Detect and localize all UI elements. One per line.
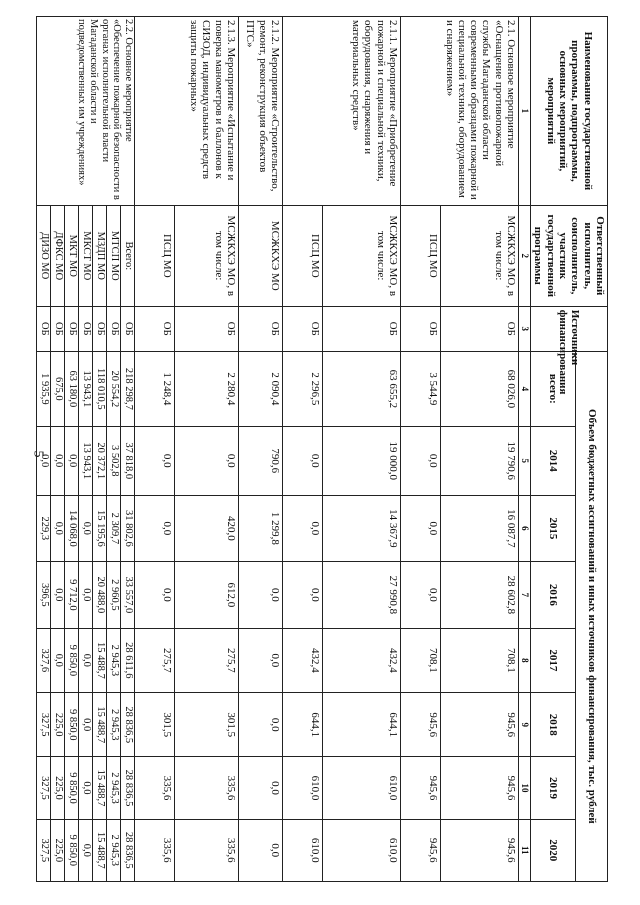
row-value: 335,6 xyxy=(135,757,175,819)
row-value: 420,0 xyxy=(175,495,239,562)
row-source: ОБ xyxy=(107,306,121,351)
row-source: ОБ xyxy=(51,306,65,351)
row-value: 20 488,0 xyxy=(93,562,107,629)
row-value: 0,0 xyxy=(283,495,323,562)
row-value: 28 836,5 xyxy=(121,819,135,881)
group-name: 2.2. Основное мероприятие «Обеспечение пожарной безопасности в органах исполнительной власти Магаданской области и подведомственных им учреждениях» xyxy=(37,17,135,206)
row-value: 225,0 xyxy=(51,819,65,881)
row-value: 28 836,5 xyxy=(121,693,135,757)
row-value: 708,1 xyxy=(401,628,441,692)
row-value: 2 960,5 xyxy=(107,562,121,629)
row-value: 0,0 xyxy=(37,426,51,495)
row-value: 218 298,7 xyxy=(121,351,135,426)
row-value: 225,0 xyxy=(51,757,65,819)
row-source: ОБ xyxy=(323,306,401,351)
row-value: 0,0 xyxy=(79,819,93,881)
row-source: ОБ xyxy=(401,306,441,351)
column-number: 6 xyxy=(519,495,531,562)
row-value: 610,0 xyxy=(283,757,323,819)
row-value: 28 602,8 xyxy=(441,562,519,629)
row-value: 396,5 xyxy=(37,562,51,629)
table-row xyxy=(441,17,519,882)
row-executor: МЗДП МО xyxy=(93,205,107,306)
budget-table-container xyxy=(39,16,608,882)
column-number: 8 xyxy=(519,628,531,692)
row-value: 327,5 xyxy=(37,819,51,881)
row-value: 0,0 xyxy=(51,628,65,692)
row-value: 432,4 xyxy=(323,628,401,692)
row-source: ОБ xyxy=(239,306,283,351)
row-value: 0,0 xyxy=(135,562,175,629)
row-source: ОБ xyxy=(441,306,519,351)
row-value: 644,1 xyxy=(323,693,401,757)
row-value: 275,7 xyxy=(135,628,175,692)
row-value: 335,6 xyxy=(175,819,239,881)
row-value: 327,5 xyxy=(37,693,51,757)
row-value: 14 367,9 xyxy=(323,495,401,562)
row-value: 15 488,7 xyxy=(93,819,107,881)
row-value: 0,0 xyxy=(239,757,283,819)
row-value: 945,6 xyxy=(441,757,519,819)
budget-table xyxy=(36,16,608,882)
column-number: 5 xyxy=(519,426,531,495)
row-source: ОБ xyxy=(135,306,175,351)
row-value: 945,6 xyxy=(401,819,441,881)
row-source: ОБ xyxy=(93,306,107,351)
row-value: 63 180,0 xyxy=(65,351,79,426)
row-value: 9 850,0 xyxy=(65,628,79,692)
row-value: 2 280,4 xyxy=(175,351,239,426)
row-value: 2 090,4 xyxy=(239,351,283,426)
row-value: 63 655,2 xyxy=(323,351,401,426)
row-value: 0,0 xyxy=(239,628,283,692)
header-year: 2016 xyxy=(531,562,576,629)
row-source: ОБ xyxy=(65,306,79,351)
row-value: 118 010,5 xyxy=(93,351,107,426)
row-value: 301,5 xyxy=(175,693,239,757)
row-value: 0,0 xyxy=(51,426,65,495)
row-executor: МСЖКХЭ МО xyxy=(239,205,283,306)
row-value: 0,0 xyxy=(239,562,283,629)
row-value: 20 372,1 xyxy=(93,426,107,495)
row-value: 2 945,3 xyxy=(107,819,121,881)
header-year: 2015 xyxy=(531,495,576,562)
row-value: 15 488,7 xyxy=(93,693,107,757)
row-executor: МСЖКХЭ МО, в том числе: xyxy=(175,205,239,306)
row-value: 790,6 xyxy=(239,426,283,495)
row-value: 37 818,0 xyxy=(121,426,135,495)
column-number: 7 xyxy=(519,562,531,629)
row-value: 1 248,4 xyxy=(135,351,175,426)
row-value: 0,0 xyxy=(79,693,93,757)
row-value: 0,0 xyxy=(401,495,441,562)
row-name: 2.1.3. Мероприятие «Испытание и поверка манометров и баллонов к СИЗОД, индивидуальных средств защиты пожарных» xyxy=(135,17,239,206)
row-value: 68 026,0 xyxy=(441,351,519,426)
row-executor: ДФКС МО xyxy=(51,205,65,306)
row-executor: Всего: xyxy=(121,205,135,306)
column-number: 2 xyxy=(519,205,531,306)
row-value: 3 502,8 xyxy=(107,426,121,495)
row-value: 0,0 xyxy=(79,495,93,562)
header-year: 2018 xyxy=(531,693,576,757)
row-value: 335,6 xyxy=(175,757,239,819)
row-value: 644,1 xyxy=(283,693,323,757)
row-value: 610,0 xyxy=(283,819,323,881)
row-name: 2.1.1. Мероприятие «Приобретение пожарной и специальной техники, оборудования, снаряжения и материальных средств» xyxy=(283,17,401,206)
row-value: 27 990,8 xyxy=(323,562,401,629)
row-value: 301,5 xyxy=(135,693,175,757)
row-value: 13 943,1 xyxy=(79,426,93,495)
row-source: ОБ xyxy=(79,306,93,351)
row-value: 432,4 xyxy=(283,628,323,692)
row-value: 2 945,3 xyxy=(107,628,121,692)
row-executor: МТСП МО xyxy=(107,205,121,306)
row-value: 327,5 xyxy=(37,757,51,819)
row-value: 0,0 xyxy=(239,693,283,757)
row-executor: МСЖКХЭ МО, в том числе: xyxy=(323,205,401,306)
row-executor: ПСЦ МО xyxy=(135,205,175,306)
row-value: 31 802,6 xyxy=(121,495,135,562)
row-value: 275,7 xyxy=(175,628,239,692)
row-value: 0,0 xyxy=(401,426,441,495)
row-value: 16 087,7 xyxy=(441,495,519,562)
row-value: 3 544,9 xyxy=(401,351,441,426)
row-value: 15 488,7 xyxy=(93,628,107,692)
row-value: 14 068,0 xyxy=(65,495,79,562)
row-value: 0,0 xyxy=(79,628,93,692)
row-value: 15 195,6 xyxy=(93,495,107,562)
column-number: 1 xyxy=(519,17,531,206)
row-value: 0,0 xyxy=(79,562,93,629)
row-value: 9 850,0 xyxy=(65,757,79,819)
column-number: 3 xyxy=(519,306,531,351)
row-value: 0,0 xyxy=(79,757,93,819)
row-executor: МКСТ МО xyxy=(79,205,93,306)
row-value: 945,6 xyxy=(401,693,441,757)
row-value: 945,6 xyxy=(441,819,519,881)
row-value: 19 790,6 xyxy=(441,426,519,495)
row-value: 0,0 xyxy=(65,426,79,495)
row-value: 610,0 xyxy=(323,757,401,819)
row-value: 335,6 xyxy=(135,819,175,881)
row-executor: МСЖКХЭ МО, в том числе: xyxy=(441,205,519,306)
row-executor: ПСЦ МО xyxy=(283,205,323,306)
row-value: 9 850,0 xyxy=(65,693,79,757)
row-value: 225,0 xyxy=(51,693,65,757)
row-value: 0,0 xyxy=(401,562,441,629)
row-value: 13 943,1 xyxy=(79,351,93,426)
row-value: 675,0 xyxy=(51,351,65,426)
header-year: 2017 xyxy=(531,628,576,692)
row-value: 1 299,8 xyxy=(239,495,283,562)
page-number: 5 xyxy=(30,450,46,458)
rotated-page xyxy=(39,16,608,882)
row-value: 945,6 xyxy=(441,693,519,757)
row-executor: ПСЦ МО xyxy=(401,205,441,306)
header-year: 2020 xyxy=(531,819,576,881)
row-executor: МКТ МО xyxy=(65,205,79,306)
row-source: ОБ xyxy=(121,306,135,351)
row-value: 0,0 xyxy=(135,426,175,495)
row-value: 1 935,9 xyxy=(37,351,51,426)
row-value: 20 554,2 xyxy=(107,351,121,426)
header-year: 2014 xyxy=(531,426,576,495)
row-value: 33 557,0 xyxy=(121,562,135,629)
row-value: 0,0 xyxy=(175,426,239,495)
header-name: Наименование государственной программы, подпрограммы, основных мероприятий, мероприятий xyxy=(531,17,608,206)
row-value: 327,6 xyxy=(37,628,51,692)
row-value: 0,0 xyxy=(51,562,65,629)
row-value: 28 611,6 xyxy=(121,628,135,692)
row-value: 0,0 xyxy=(51,495,65,562)
header-total: всего: xyxy=(531,351,576,426)
row-name: 2.1. Основное мероприятие «Оснащение противопожарной службы Магаданской области современными образцами пожарной и специальной техники, оборудованием и снаряжением» xyxy=(401,17,519,206)
row-value: 0,0 xyxy=(283,562,323,629)
row-value: 19 000,0 xyxy=(323,426,401,495)
row-value: 0,0 xyxy=(135,495,175,562)
row-source: ОБ xyxy=(283,306,323,351)
header-year: 2019 xyxy=(531,757,576,819)
row-value: 610,0 xyxy=(323,819,401,881)
header-source: Источники финансирования xyxy=(531,306,608,351)
row-value: 2 945,3 xyxy=(107,693,121,757)
table-row xyxy=(323,17,401,882)
row-value: 229,3 xyxy=(37,495,51,562)
row-name: 2.1.2. Мероприятие «Строительство, ремонт, реконструкция объектов ПТС» xyxy=(239,17,283,206)
row-value: 15 488,7 xyxy=(93,757,107,819)
table-row xyxy=(175,17,239,882)
row-value: 2 296,5 xyxy=(283,351,323,426)
header-funding: Объем бюджетных ассигнований и иных источников финансирования, тыс. рублей xyxy=(575,351,607,881)
row-value: 708,1 xyxy=(441,628,519,692)
row-value: 28 836,5 xyxy=(121,757,135,819)
row-value: 0,0 xyxy=(283,426,323,495)
column-number: 4 xyxy=(519,351,531,426)
row-value: 945,6 xyxy=(401,757,441,819)
row-value: 0,0 xyxy=(239,819,283,881)
row-value: 612,0 xyxy=(175,562,239,629)
header-executor: Ответственный исполнитель, соисполнитель, участник государственной программы xyxy=(531,205,608,306)
column-number: 9 xyxy=(519,693,531,757)
row-value: 2 945,3 xyxy=(107,757,121,819)
column-number: 11 xyxy=(519,819,531,881)
row-value: 2 309,7 xyxy=(107,495,121,562)
row-source: ОБ xyxy=(175,306,239,351)
row-value: 9 850,0 xyxy=(65,819,79,881)
row-value: 9 712,0 xyxy=(65,562,79,629)
table-row xyxy=(239,17,283,882)
row-executor: ДИЗО МО xyxy=(37,205,51,306)
row-source: ОБ xyxy=(37,306,51,351)
column-number: 10 xyxy=(519,757,531,819)
table-row xyxy=(121,17,135,882)
